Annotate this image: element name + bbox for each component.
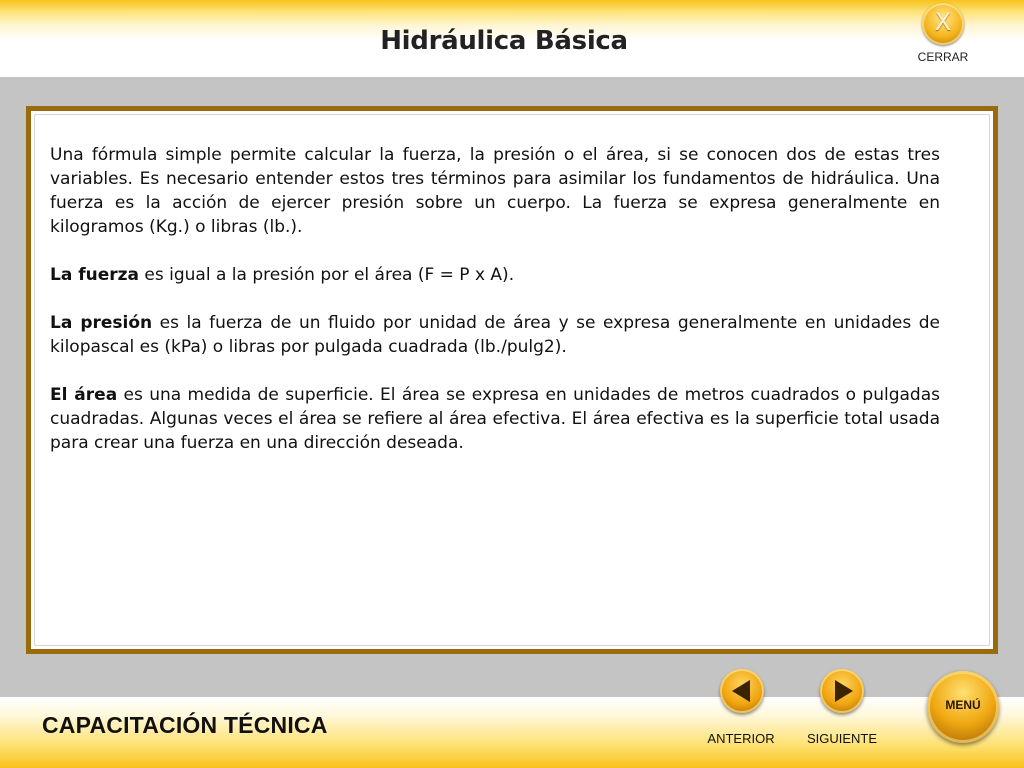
force-text: es igual a la presión por el área (F = P x A). — [139, 265, 515, 285]
menu-label[interactable]: MENÚ — [945, 698, 981, 712]
pressure-term: La presión — [50, 313, 153, 333]
arrow-right-icon[interactable] — [835, 680, 853, 702]
footer-bar — [0, 697, 1024, 768]
next-label[interactable]: SIGUIENTE — [806, 731, 878, 746]
previous-button[interactable] — [720, 669, 764, 713]
next-button[interactable] — [820, 669, 864, 713]
close-label[interactable]: CERRAR — [917, 50, 969, 64]
force-paragraph — [50, 263, 940, 287]
brand-label: CAPACITACIÓN TÉCNICA — [42, 712, 328, 738]
menu-button[interactable] — [927, 671, 999, 743]
content-inner-border — [34, 114, 990, 646]
close-circle[interactable] — [922, 3, 964, 45]
area-term: El área — [50, 385, 118, 405]
close-icon[interactable]: X — [934, 8, 952, 36]
intro-paragraph: Una fórmula simple permite calcular la fuerza, la presión o el área, si se conocen dos de estas tres variables. Es necesario entender estos tres términos para asimilar los fundamentos de hidráulica. Una fuerza es la acción de ejercer presión sobre un cuerpo. La fuerza se expresa generalmente en kilogramos (Kg.) o libras (lb.). — [50, 145, 940, 237]
close-button[interactable] — [912, 2, 974, 72]
arrow-left-icon[interactable] — [732, 680, 750, 702]
page-title: Hidráulica Básica — [380, 26, 628, 56]
area-text: es una medida de superficie. El área se expresa en unidades de metros cuadrados o pulgadas cuadradas. Algunas veces el área se refiere al área efectiva. El área efectiva es la superficie total usada para crear una fuerza en una dirección deseada. — [50, 385, 940, 453]
header-bar — [0, 0, 1024, 77]
content-text — [50, 143, 940, 479]
content-panel — [26, 106, 998, 654]
previous-label[interactable]: ANTERIOR — [707, 731, 775, 746]
pressure-paragraph — [50, 311, 940, 359]
area-paragraph — [50, 383, 940, 455]
pressure-text: es la fuerza de un fluido por unidad de área y se expresa generalmente en unidades de kilopascal es (kPa) o libras por pulgada cuadrada (lb./pulg2). — [50, 313, 940, 357]
force-term: La fuerza — [50, 265, 140, 285]
